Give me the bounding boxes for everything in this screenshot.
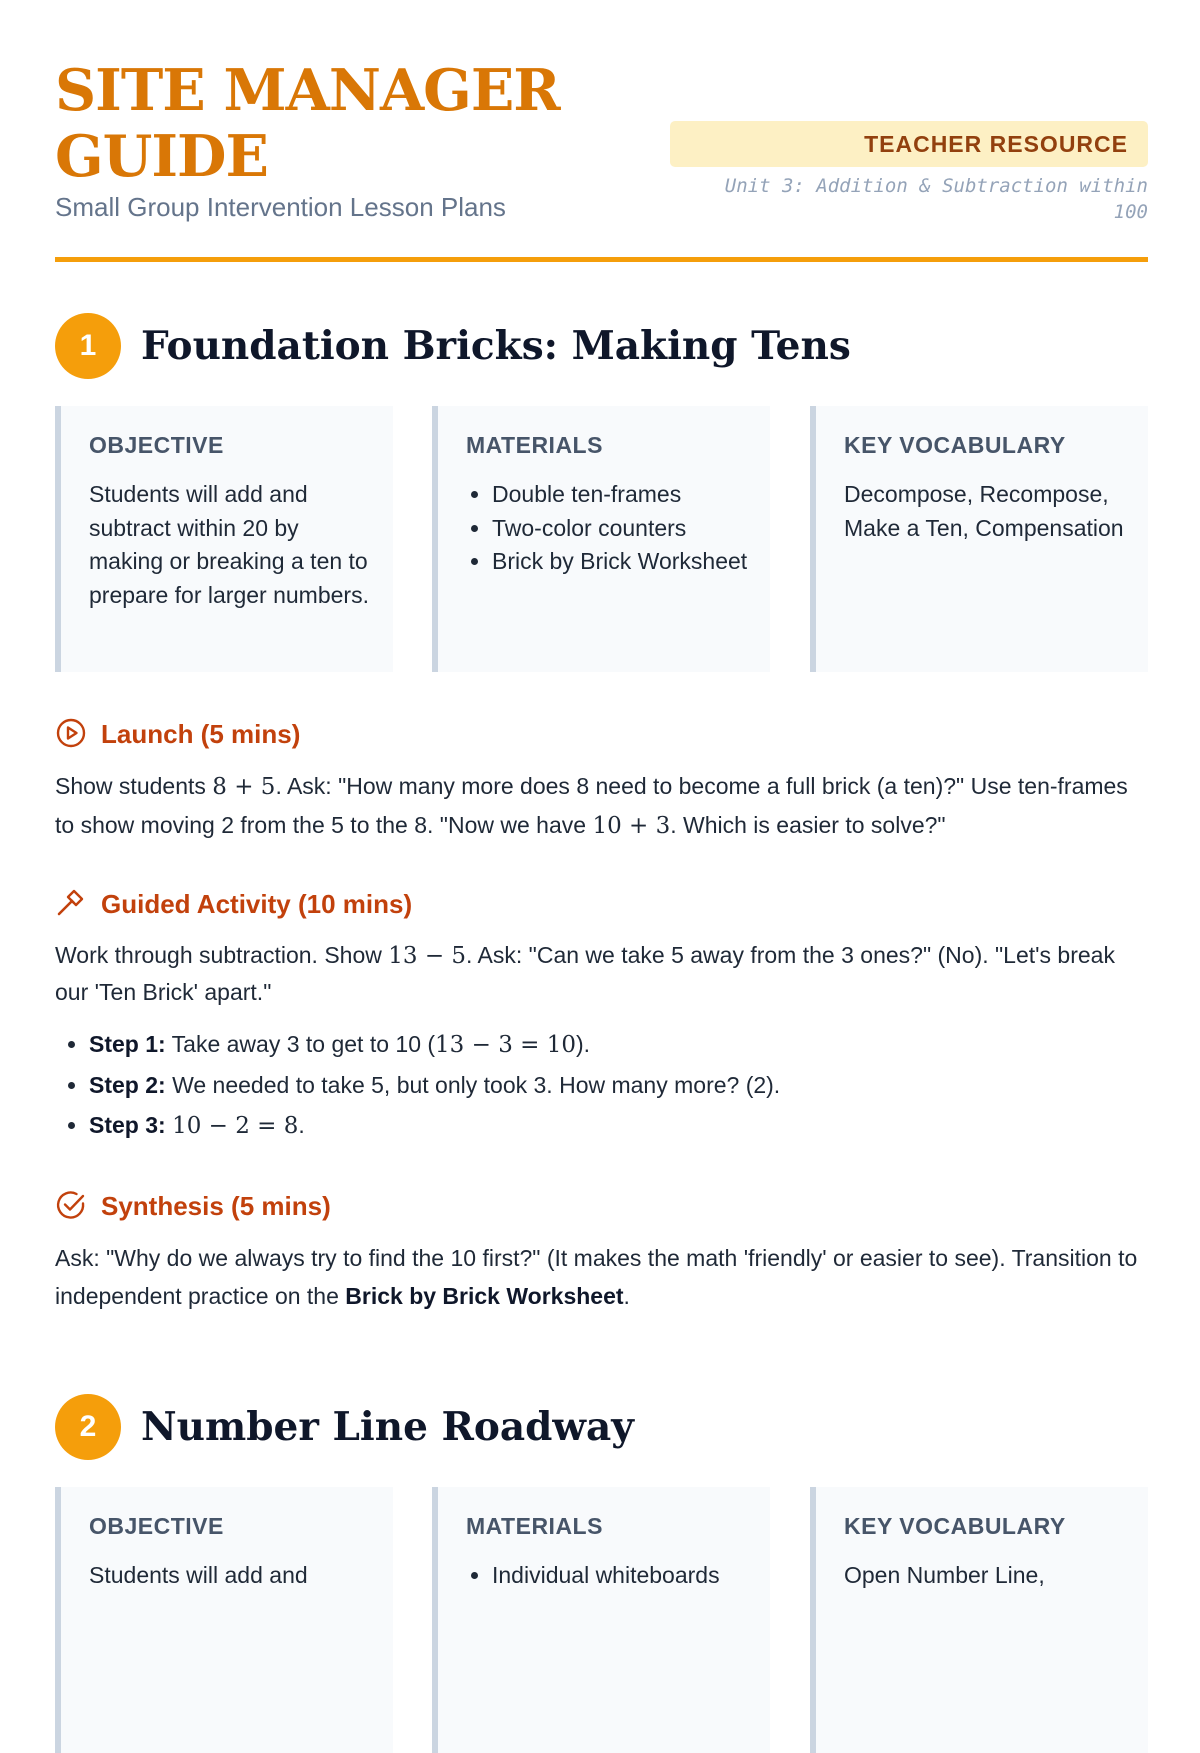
objective-card xyxy=(55,1487,393,1753)
section-header xyxy=(55,313,1148,381)
phase-title: Guided Activity (10 mins) xyxy=(101,889,413,919)
materials-list xyxy=(466,478,748,579)
lesson-info-cards xyxy=(55,406,1148,672)
vocabulary-card xyxy=(810,406,1148,672)
vocabulary-text: Decompose, Recompose, Make a Ten, Compensation xyxy=(844,481,1124,541)
guided-activity-phase xyxy=(55,887,1148,1146)
list-item: • Step 2: We needed to take 5, but only took 3. How many more? (2). xyxy=(89,1065,1148,1105)
card-label: KEY VOCABULARY xyxy=(844,432,1066,458)
math-expression: 13 − 5 xyxy=(388,943,467,969)
section-header xyxy=(55,1394,1148,1462)
play-circle-icon xyxy=(55,717,87,749)
phase-title: Launch (5 mins) xyxy=(101,719,301,749)
list-item: • Two-color counters xyxy=(492,512,748,546)
math-expression: 8 + 5 xyxy=(212,774,276,800)
materials-card xyxy=(432,406,770,672)
lesson-info-cards xyxy=(55,1487,1148,1753)
teacher-resource-badge: TEACHER RESOURCE xyxy=(670,121,1148,167)
card-label: MATERIALS xyxy=(466,432,603,458)
synthesis-phase xyxy=(55,1189,1148,1315)
phase-header xyxy=(55,1189,1148,1223)
steps-list xyxy=(55,1024,1148,1146)
document-subtitle: Small Group Intervention Lesson Plans xyxy=(55,192,506,222)
vocabulary-text: Open Number Line, xyxy=(844,1562,1045,1588)
phase-title: Synthesis (5 mins) xyxy=(101,1191,331,1221)
objective-text: Students will add and subtract within 20 by making or breaking a ten to prepare for larger numbers. xyxy=(89,481,369,608)
materials-list xyxy=(466,1559,748,1593)
card-label: MATERIALS xyxy=(466,1513,603,1539)
objective-text: Students will add and xyxy=(89,1562,308,1588)
phase-text: Ask: "Why do we always try to find the 10 first?" (It makes the math 'friendly' or easier to see). Transition to independent practice on the Brick by Brick Worksheet. xyxy=(55,1245,1138,1309)
hammer-icon xyxy=(55,887,87,919)
list-item: • Brick by Brick Worksheet xyxy=(492,545,748,579)
section-title: Foundation Bricks: Making Tens xyxy=(141,323,851,369)
section-title: Number Line Roadway xyxy=(141,1404,634,1450)
vocabulary-card xyxy=(810,1487,1148,1753)
math-expression: 10 + 3 xyxy=(592,813,671,839)
list-item: • Step 1: Take away 3 to get to 10 (13 − 3 = 10). xyxy=(89,1024,1148,1065)
section-number-badge: 2 xyxy=(55,1394,121,1460)
phase-text: Work through subtraction. Show 13 − 5. Ask: "Can we take 5 away from the 3 ones?" (No). "Let's break our 'Ten Brick' apart." xyxy=(55,942,1115,1005)
check-circle-icon xyxy=(55,1189,87,1221)
page xyxy=(55,0,1148,1588)
phase-header xyxy=(55,717,1148,751)
document-title: SITE MANAGER GUIDE xyxy=(55,57,560,190)
section-number-badge: 1 xyxy=(55,313,121,379)
objective-card xyxy=(55,406,393,672)
card-label: KEY VOCABULARY xyxy=(844,1513,1066,1539)
document-header xyxy=(55,0,1148,262)
phase-text: Show students 8 + 5. Ask: "How many more does 8 need to become a full brick (a ten)?" Use ten-frames to show moving 2 from the 5 to the 8. "Now we have 10 + 3. Which is easier to solve?" xyxy=(55,773,1128,839)
card-label: OBJECTIVE xyxy=(89,1513,224,1539)
launch-phase xyxy=(55,717,1148,845)
card-label: OBJECTIVE xyxy=(89,432,224,458)
phase-header xyxy=(55,887,1148,921)
list-item: • Step 3: 10 − 2 = 8. xyxy=(89,1105,1148,1146)
unit-label: Unit 3: Addition & Subtraction within 100 xyxy=(724,175,1148,223)
materials-card xyxy=(432,1487,770,1753)
worksheet-name: Brick by Brick Worksheet xyxy=(345,1283,624,1309)
list-item: • Double ten-frames xyxy=(492,478,748,512)
list-item: • Individual whiteboards xyxy=(492,1559,748,1593)
